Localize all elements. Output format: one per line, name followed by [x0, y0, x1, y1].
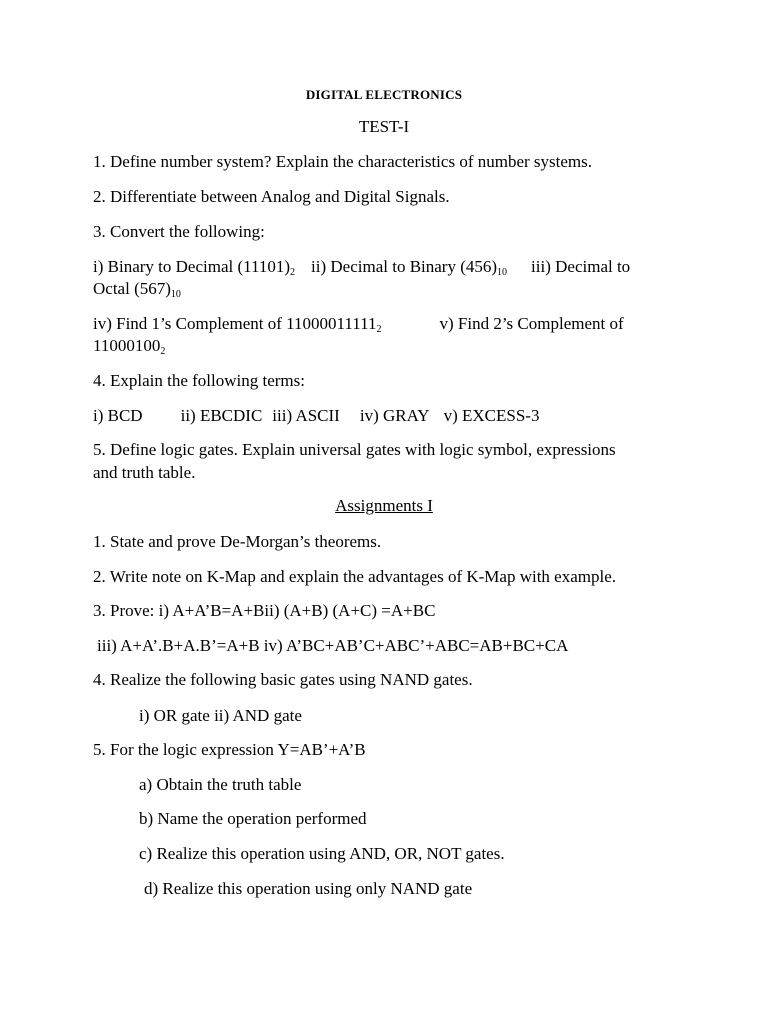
test-question-3-line-3: [93, 313, 673, 335]
assignments-heading-text: Assignments I: [335, 496, 433, 515]
document-subtitle: TEST-I: [358, 117, 410, 136]
assignment-4: 4. Realize the following basic gates using NAND gates.: [93, 670, 473, 689]
test-question-4: 4. Explain the following terms:: [93, 371, 305, 390]
term-ascii: iii) ASCII: [272, 406, 340, 425]
assignment-3: 3. Prove: i) A+A’B=A+Bii) (A+B) (A+C) =A+BC: [93, 601, 436, 620]
q3-item-i: i) Binary to Decimal (11101): [93, 257, 291, 276]
test-question-1: 1. Define number system? Explain the characteristics of number systems.: [93, 152, 592, 171]
assignment-3-continued: iii) A+A’.B+A.B’=A+B iv) A’BC+AB’C+ABC’+ABC=AB+BC+CA: [97, 636, 569, 655]
assignment-5: 5. For the logic expression Y=AB’+A’B: [93, 740, 366, 759]
test-question-2: 2. Differentiate between Analog and Digital Signals.: [93, 187, 450, 206]
assignment-5-part-a: a) Obtain the truth table: [139, 775, 302, 794]
q3-item-v-cont: 11000100: [93, 336, 161, 355]
test-question-5-line-2: and truth table.: [93, 463, 196, 482]
assignment-2: 2. Write note on K-Map and explain the advantages of K-Map with example.: [93, 567, 617, 586]
q3-item-ii: ii) Decimal to Binary (456): [311, 257, 498, 276]
q3-item-i-base: 2: [290, 267, 296, 278]
q3-item-iii-cont: Octal (567): [93, 279, 171, 298]
assignments-heading: [0, 496, 768, 516]
test-question-3: 3. Convert the following:: [93, 222, 265, 241]
test-question-3-line-2: [93, 278, 673, 300]
test-question-4-terms: [93, 405, 673, 427]
test-question-3-line-4: [93, 335, 673, 357]
q3-item-iii-base: 10: [170, 289, 181, 300]
assignment-5-part-d: d) Realize this operation using only NAND gate: [144, 879, 473, 898]
q3-item-iv-base: 2: [376, 324, 382, 335]
term-ebcdic: ii) EBCDIC: [180, 406, 263, 425]
q3-item-iv: iv) Find 1’s Complement of 11000011111: [93, 314, 377, 333]
assignment-1: 1. State and prove De-Morgan’s theorems.: [93, 532, 382, 551]
q3-item-v-base: 2: [160, 346, 166, 357]
assignment-5-part-c: c) Realize this operation using AND, OR, NOT gates.: [139, 844, 505, 863]
test-question-3-line-1: [93, 256, 673, 278]
assignment-5-part-b: b) Name the operation performed: [139, 809, 367, 828]
term-gray: iv) GRAY: [359, 406, 430, 425]
test-question-5-line-1: 5. Define logic gates. Explain universal gates with logic symbol, expressions: [93, 440, 616, 459]
q3-item-ii-base: 10: [497, 267, 508, 278]
q3-item-v: v) Find 2’s Complement of: [439, 314, 624, 333]
assignment-4-items: i) OR gate ii) AND gate: [139, 706, 302, 725]
term-excess-3: v) EXCESS-3: [443, 406, 540, 425]
q3-item-iii: iii) Decimal to: [531, 257, 631, 276]
term-bcd: i) BCD: [93, 406, 143, 425]
document-title: DIGITAL ELECTRONICS: [305, 87, 463, 102]
